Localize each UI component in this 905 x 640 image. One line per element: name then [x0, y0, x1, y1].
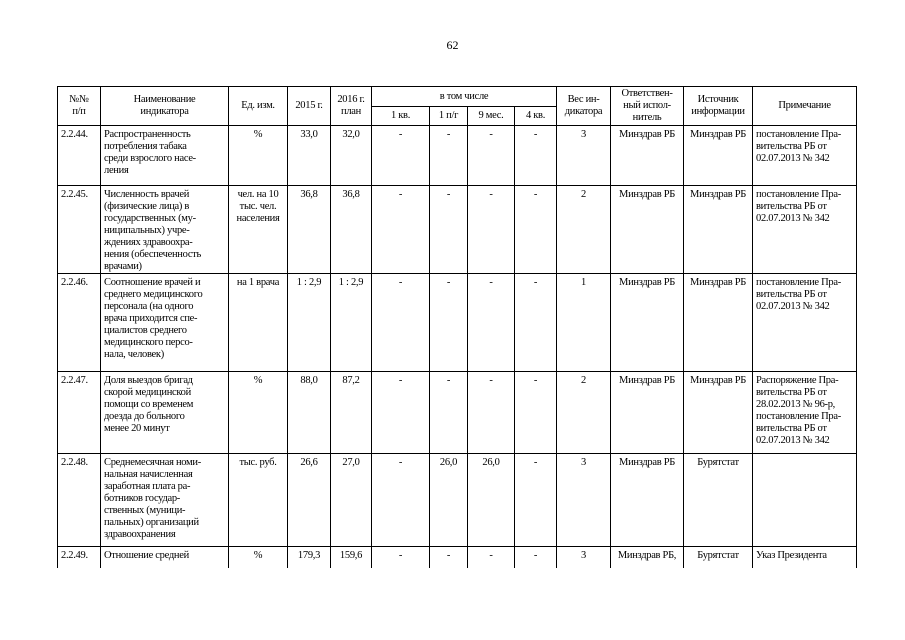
header-q1: 1 кв. [372, 107, 430, 126]
cell-value-2015: 1 : 2,9 [288, 274, 331, 372]
cell-source: Бурятстат [684, 454, 753, 547]
cell-half-year: - [430, 126, 468, 186]
cell-source: Бурятстат [684, 547, 753, 568]
cell-note: Указ Президента [753, 547, 857, 568]
cell-q4: - [515, 186, 557, 274]
cell-plan-2016: 27,0 [331, 454, 372, 547]
cell-source: Минздрав РБ [684, 186, 753, 274]
cell-weight: 2 [557, 372, 611, 454]
indicators-table [57, 86, 857, 568]
cell-responsible: Минздрав РБ [611, 186, 684, 274]
table-row [58, 454, 857, 547]
cell-value-2015: 88,0 [288, 372, 331, 454]
cell-q1: - [372, 126, 430, 186]
table-row [58, 547, 857, 568]
cell-value-2015: 36,8 [288, 186, 331, 274]
cell-9-months: - [468, 547, 515, 568]
header-9-months: 9 мес. [468, 107, 515, 126]
cell-number: 2.2.47. [58, 372, 101, 454]
cell-q1: - [372, 454, 430, 547]
cell-note: постановление Пра- вительства РБ от 02.07.2013 № 342 [753, 274, 857, 372]
cell-half-year: - [430, 547, 468, 568]
cell-unit: чел. на 10 тыс. чел. населения [229, 186, 288, 274]
cell-source: Минздрав РБ [684, 126, 753, 186]
cell-unit: % [229, 126, 288, 186]
cell-q4: - [515, 372, 557, 454]
cell-half-year: - [430, 186, 468, 274]
header-note: Примечание [753, 87, 857, 126]
cell-responsible: Минздрав РБ [611, 454, 684, 547]
header-half-year: 1 п/г [430, 107, 468, 126]
cell-9-months: - [468, 186, 515, 274]
cell-number: 2.2.44. [58, 126, 101, 186]
cell-unit: % [229, 372, 288, 454]
cell-9-months: - [468, 126, 515, 186]
cell-plan-2016: 36,8 [331, 186, 372, 274]
cell-note: Распоряжение Пра- вительства РБ от 28.02.2013 № 96-р, постановление Пра- вительства РБ от 02.07.2013 № 342 [753, 372, 857, 454]
cell-plan-2016: 87,2 [331, 372, 372, 454]
cell-responsible: Минздрав РБ [611, 126, 684, 186]
cell-9-months: - [468, 274, 515, 372]
cell-responsible: Минздрав РБ, [611, 547, 684, 568]
cell-responsible: Минздрав РБ [611, 372, 684, 454]
cell-number: 2.2.48. [58, 454, 101, 547]
cell-plan-2016: 159,6 [331, 547, 372, 568]
cell-q4: - [515, 126, 557, 186]
page-number: 62 [446, 38, 459, 52]
cell-q4: - [515, 454, 557, 547]
table-row [58, 274, 857, 372]
header-q4: 4 кв. [515, 107, 557, 126]
cell-note [753, 454, 857, 547]
cell-responsible: Минздрав РБ [611, 274, 684, 372]
cell-source: Минздрав РБ [684, 372, 753, 454]
cell-number: 2.2.45. [58, 186, 101, 274]
cell-indicator-name: Численность врачей (физические лица) в государственных (му- ниципальных) учре- ждениях здравоохра- нения (обеспеченность врачами) [101, 186, 229, 274]
table-row [58, 126, 857, 186]
cell-weight: 1 [557, 274, 611, 372]
cell-unit: на 1 врача [229, 274, 288, 372]
cell-9-months: 26,0 [468, 454, 515, 547]
cell-indicator-name: Распространенность потребления табака среди взрослого насе- ления [101, 126, 229, 186]
cell-number: 2.2.49. [58, 547, 101, 568]
cell-value-2015: 33,0 [288, 126, 331, 186]
table-row [58, 372, 857, 454]
cell-plan-2016: 1 : 2,9 [331, 274, 372, 372]
cell-q1: - [372, 372, 430, 454]
cell-weight: 3 [557, 454, 611, 547]
cell-q1: - [372, 547, 430, 568]
header-plan-2016: 2016 г. план [331, 87, 372, 126]
header-indicator-name: Наименование индикатора [101, 87, 229, 126]
cell-source: Минздрав РБ [684, 274, 753, 372]
cell-q1: - [372, 274, 430, 372]
cell-indicator-name: Соотношение врачей и среднего медицинского персонала (на одного врача приходится спе- циалистов среднего медицинского персо- нала, человек) [101, 274, 229, 372]
header-weight: Вес ин- дикатора [557, 87, 611, 126]
cell-value-2015: 26,6 [288, 454, 331, 547]
cell-weight: 2 [557, 186, 611, 274]
cell-half-year: - [430, 372, 468, 454]
header-number: №№ п/п [58, 87, 101, 126]
cell-weight: 3 [557, 126, 611, 186]
cell-q4: - [515, 274, 557, 372]
cell-half-year: - [430, 274, 468, 372]
cell-indicator-name: Среднемесячная номи- нальная начисленная заработная плата ра- ботников государ- ственных (муници- пальных) организаций здравоохранения [101, 454, 229, 547]
cell-note: постановление Пра- вительства РБ от 02.07.2013 № 342 [753, 126, 857, 186]
cell-q1: - [372, 186, 430, 274]
cell-indicator-name: Доля выездов бригад скорой медицинской помощи со временем доезда до больного менее 20 минут [101, 372, 229, 454]
cell-weight: 3 [557, 547, 611, 568]
cell-q4: - [515, 547, 557, 568]
cell-value-2015: 179,3 [288, 547, 331, 568]
header-including: в том числе [372, 87, 557, 107]
cell-9-months: - [468, 372, 515, 454]
cell-unit: тыс. руб. [229, 454, 288, 547]
cell-unit: % [229, 547, 288, 568]
header-source: Источник информации [684, 87, 753, 126]
table-row [58, 186, 857, 274]
cell-half-year: 26,0 [430, 454, 468, 547]
header-unit: Ед. изм. [229, 87, 288, 126]
table-header-row [58, 87, 857, 107]
cell-note: постановление Пра- вительства РБ от 02.07.2013 № 342 [753, 186, 857, 274]
cell-number: 2.2.46. [58, 274, 101, 372]
cell-plan-2016: 32,0 [331, 126, 372, 186]
cell-indicator-name: Отношение средней [101, 547, 229, 568]
header-responsible: Ответствен- ный испол- нитель [611, 87, 684, 126]
header-2015: 2015 г. [288, 87, 331, 126]
